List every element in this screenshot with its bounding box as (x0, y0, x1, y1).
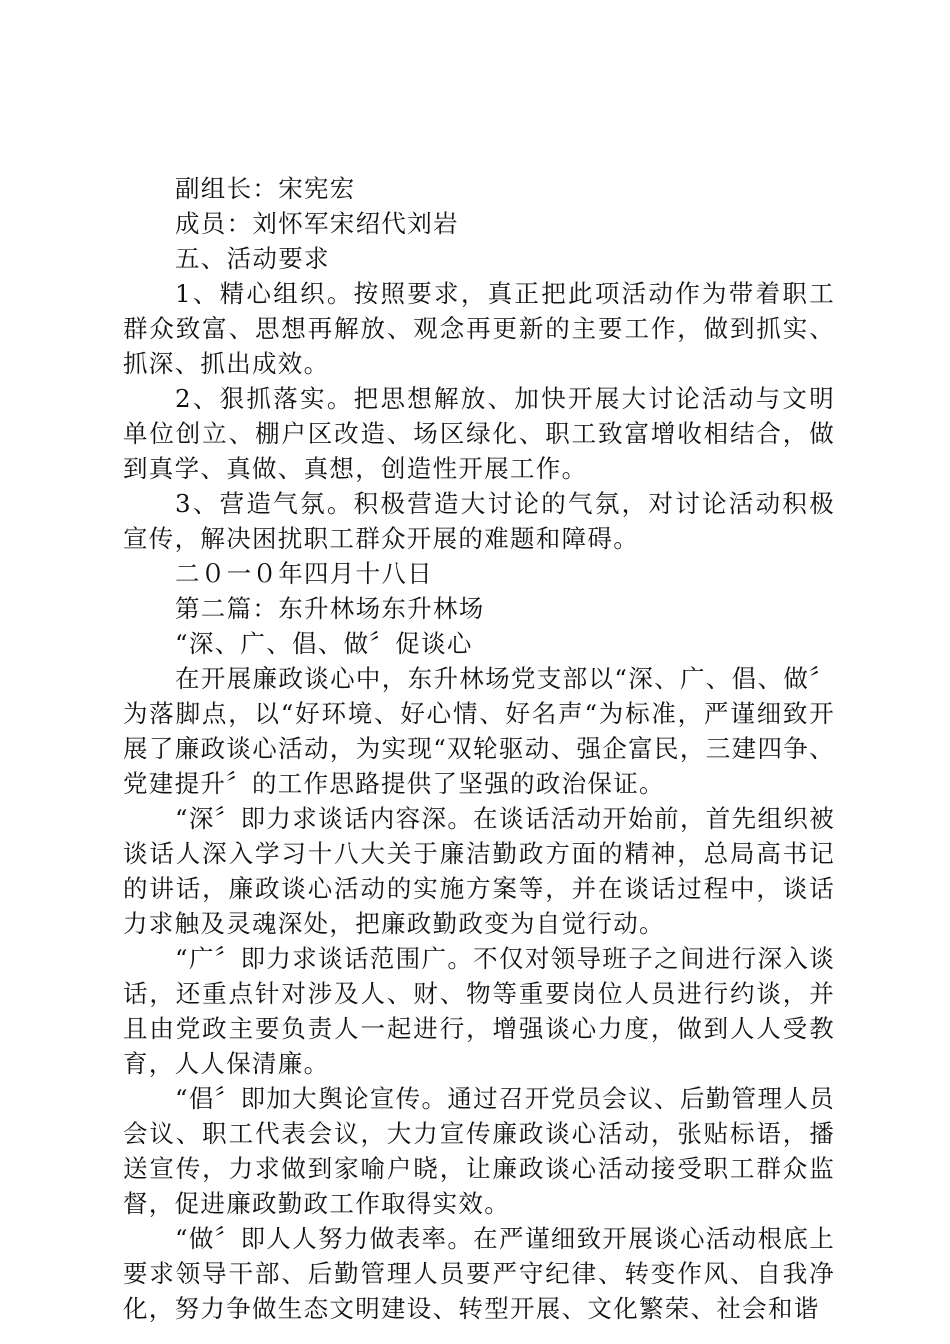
body-paragraph-deep: “深〞即力求谈话内容深。在谈话活动开始前，首先组织被谈话人深入学习十八大关于廉洁勤政方面的精神，总局高书记的讲话，廉政谈心活动的实施方案等，并在谈话过程中，谈话力求触及灵魂深处，把廉政勤政变为自觉行动。 (123, 804, 835, 938)
body-paragraph-advocate: “倡〞即加大舆论宣传。通过召开党员会议、后勤管理人员会议、职工代表会议，大力宣传廉政谈心活动，张贴标语，播送宣传，力求做到家喻户晓，让廉政谈心活动接受职工群众监督，促进廉政勤政工作取得实效。 (123, 1084, 835, 1218)
section-heading-activity-requirements: 五、活动要求 (175, 244, 330, 273)
body-paragraph-intro: 在开展廉政谈心中，东升林场党支部以“深、广、倡、做〞为落脚点，以“好环境、好心情、好名声“为标准，严谨细致开展了廉政谈心活动，为实现“双轮驱动、强企富民，三建四争、党建提升〞的工作思路提供了坚强的政治保证。 (123, 664, 835, 798)
body-paragraph-do: “做〞即人人努力做表率。在严谨细致开展谈心活动根底上要求领导干部、后勤管理人员要严守纪律、转变作风、自我净化，努力争做生态文明建设、转型开展、文化繁荣、社会和谐 (123, 1224, 835, 1323)
document-body (123, 171, 835, 1326)
subtitle-line: “深、广、倡、做〞促谈心 (175, 629, 473, 658)
deputy-leader-line: 副组长：宋宪宏 (175, 174, 356, 203)
requirement-paragraph-1: 1、精心组织。按照要求，真正把此项活动作为带着职工群众致富、思想再解放、观念再更新的主要工作，做到抓实、抓深、抓出成效。 (123, 279, 835, 378)
requirement-paragraph-3: 3、营造气氛。积极营造大讨论的气氛，对讨论活动积极宣传，解决困扰职工群众开展的难题和障碍。 (123, 489, 835, 553)
date-line: 二０一０年四月十八日 (175, 559, 433, 588)
requirement-paragraph-2: 2、狠抓落实。把思想解放、加快开展大讨论活动与文明单位创立、棚户区改造、场区绿化、职工致富增收相结合，做到真学、真做、真想，创造性开展工作。 (123, 384, 835, 483)
chapter-heading: 第二篇：东升林场东升林场 (175, 594, 485, 623)
body-paragraph-broad: “广〞即力求谈话范围广。不仅对领导班子之间进行深入谈话，还重点针对涉及人、财、物等重要岗位人员进行约谈，并且由党政主要负责人一起进行，增强谈心力度，做到人人受教育，人人保清廉。 (123, 944, 835, 1078)
members-line: 成员：刘怀军宋绍代刘岩 (175, 209, 459, 238)
